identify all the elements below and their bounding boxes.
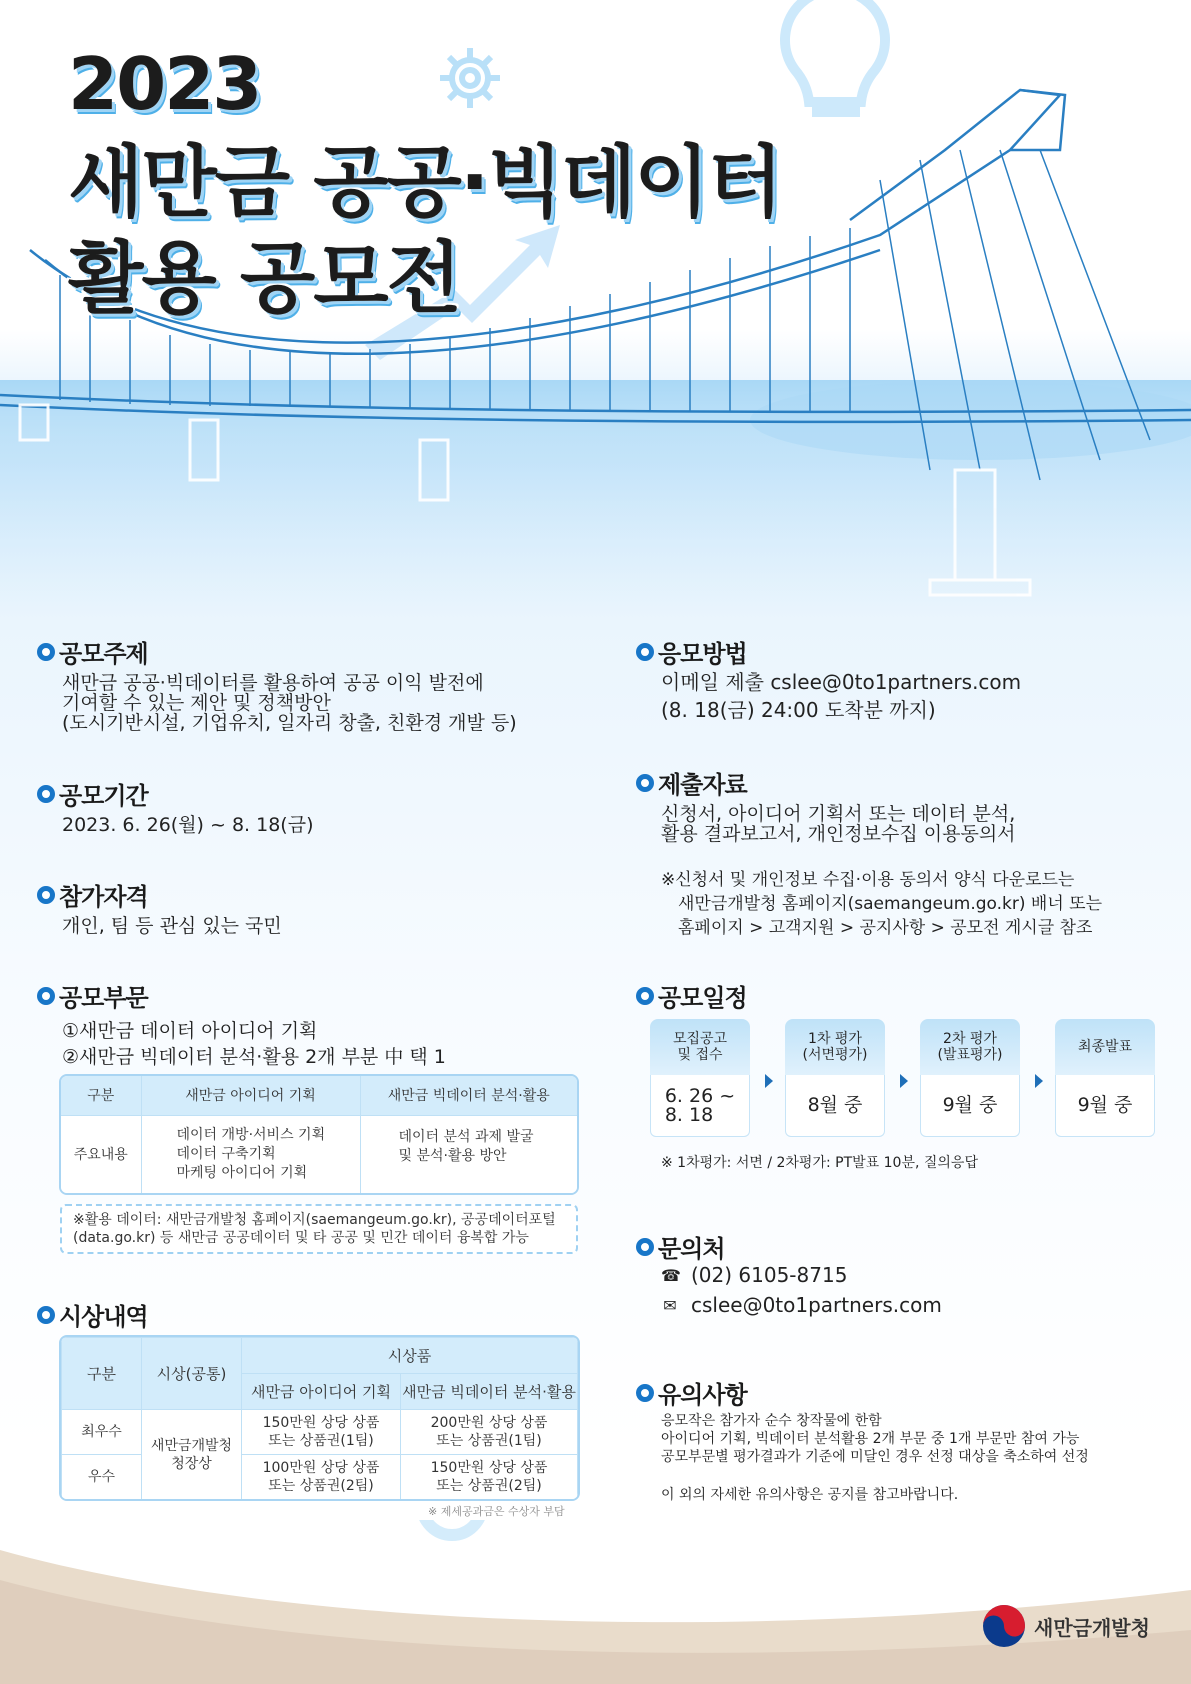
poster-title [68, 42, 781, 324]
period-text: 2023. 6. 26(월) ~ 8. 18(금) [62, 814, 314, 836]
documents-note: ※신청서 및 개인정보 수집·이용 동의서 양식 다운로드는 새만금개발청 홈페이지(saemangeum.go.kr) 배너 또는 홈페이지 > 고객지원 > 공지사항 > 공모전 게시글 참조 [661, 870, 1102, 938]
documents-text: 신청서, 아이디어 기획서 또는 데이터 분석, 활용 결과보고서, 개인정보수집 이용동의서 [661, 803, 1016, 845]
awards-row-top: 최우수 [62, 1410, 142, 1455]
section-theme-heading: 공모주제 [37, 634, 148, 669]
bullet-ring-icon [636, 1238, 654, 1256]
category-row-label: 주요내용 [61, 1115, 141, 1193]
lightbulb-icon [785, 0, 885, 112]
bullet-ring-icon [636, 643, 654, 661]
schedule-step-4: 최종발표 9월 중 [1055, 1019, 1155, 1137]
org-logo [982, 1604, 1150, 1648]
bullet-ring-icon [636, 987, 654, 1005]
method-text: 이메일 제출 cslee@0to1partners.com (8. 18(금) 24:00 도착분 까지) [661, 670, 1022, 722]
bottom-wave [0, 1520, 1191, 1684]
section-caution-heading: 유의사항 [636, 1375, 747, 1410]
schedule-step-1: 모집공고 및 접수 6. 26 ~ 8. 18 [650, 1019, 750, 1137]
schedule-arrow-icon [765, 1074, 773, 1088]
title-sub: 활용 공모전 [68, 234, 460, 324]
awards-col-idea: 새만금 아이디어 기획 [242, 1374, 401, 1410]
schedule-step-2: 1차 평가 (서면평가) 8월 중 [785, 1019, 885, 1137]
contact-email: ✉ cslee@0to1partners.com [661, 1293, 942, 1317]
awards-r1-idea: 150만원 상당 상품 또는 상품권(1팀) [242, 1410, 401, 1455]
bullet-ring-icon [37, 1306, 55, 1324]
schedule-note: ※ 1차평가: 서면 / 2차평가: PT발표 10분, 질의응답 [661, 1155, 978, 1171]
awards-col-sisang: 시상(공통) [142, 1338, 242, 1410]
bullet-ring-icon [636, 1384, 654, 1402]
section-contact-heading: 문의처 [636, 1229, 725, 1264]
title-year: 2023 [68, 42, 261, 126]
schedule-arrow-icon [900, 1074, 908, 1088]
awards-col-bigdata: 새만금 빅데이터 분석·활용 [401, 1374, 578, 1410]
section-period-heading: 공모기간 [37, 776, 148, 811]
awards-r2-idea: 100만원 상당 상품 또는 상품권(2팀) [242, 1455, 401, 1500]
section-schedule-heading: 공모일정 [636, 978, 747, 1013]
caution-text: 응모작은 참가자 순수 창작물에 한함 아이디어 기획, 빅데이터 분석활용 2개 부문 중 1개 부문만 참여 가능 공모부문별 평가결과가 기준에 미달인 경우 선정 대상을 축소하여 선정 이 외의 자세한 유의사항은 공지를 참고바랍니다. [661, 1413, 1089, 1503]
schedule-step-3: 2차 평가 (발표평가) 9월 중 [920, 1019, 1020, 1137]
section-category-heading: 공모부문 [37, 978, 148, 1013]
awards-r1-bigdata: 200만원 상당 상품 또는 상품권(1팀) [401, 1410, 578, 1455]
awards-issuer: 새만금개발청 청장상 [142, 1410, 242, 1500]
category-cell-idea: 데이터 개방·서비스 기획 데이터 구축기획 마케팅 아이디어 기획 [141, 1115, 360, 1193]
category-col-idea: 새만금 아이디어 기획 [141, 1076, 360, 1115]
title-main: 새만금 공공·빅데이터 [68, 138, 781, 228]
tax-note: ※ 제세공과금은 수상자 부담 [428, 1505, 565, 1518]
category-col-gubun: 구분 [61, 1076, 141, 1115]
table-row [62, 1455, 578, 1500]
mail-icon: ✉ [663, 1295, 677, 1315]
category-text: ①새만금 데이터 아이디어 기획 ②새만금 빅데이터 분석·활용 2개 부분 中 택 1 [62, 1020, 446, 1068]
org-name: 새만금개발청 [1034, 1615, 1150, 1640]
bullet-ring-icon [37, 987, 55, 1005]
awards-table [59, 1335, 580, 1501]
theme-text: 새만금 공공·빅데이터를 활용하여 공공 이익 발전에 기여할 수 있는 제안 및 정책방안 (도시기반시설, 기업유치, 일자리 창출, 친환경 개발 등) [62, 672, 517, 734]
section-eligibility-heading: 참가자격 [37, 877, 148, 912]
category-col-bigdata: 새만금 빅데이터 분석·활용 [360, 1076, 577, 1115]
table-row [62, 1410, 578, 1455]
category-cell-bigdata: 데이터 분석 과제 발굴 및 분석·활용 방안 [360, 1115, 577, 1193]
data-usage-note: ※활용 데이터: 새만금개발청 홈페이지(saemangeum.go.kr), 공공데이터포털 (data.go.kr) 등 새만금 공공데이터 및 타 공공 및 민간 데이터 융복합 가능 [60, 1204, 578, 1254]
eligibility-text: 개인, 팀 등 관심 있는 국민 [62, 915, 282, 937]
bullet-ring-icon [37, 785, 55, 803]
schedule-arrow-icon [1035, 1074, 1043, 1088]
phone-icon: ☎ [661, 1265, 681, 1285]
awards-r2-bigdata: 150만원 상당 상품 또는 상품권(2팀) [401, 1455, 578, 1500]
section-method-heading: 응모방법 [636, 634, 747, 669]
section-documents-heading: 제출자료 [636, 765, 747, 800]
taegeuk-logo-icon [982, 1604, 1026, 1648]
category-table [59, 1074, 579, 1195]
awards-row-second: 우수 [62, 1455, 142, 1500]
gear-icon [422, 1520, 482, 1535]
awards-col-gubun: 구분 [62, 1338, 142, 1410]
bullet-ring-icon [37, 886, 55, 904]
contact-phone: ☎ (02) 6105-8715 [661, 1263, 848, 1287]
bullet-ring-icon [37, 643, 55, 661]
bullet-ring-icon [636, 774, 654, 792]
section-awards-heading: 시상내역 [37, 1297, 148, 1332]
awards-col-prize: 시상품 [242, 1338, 578, 1374]
